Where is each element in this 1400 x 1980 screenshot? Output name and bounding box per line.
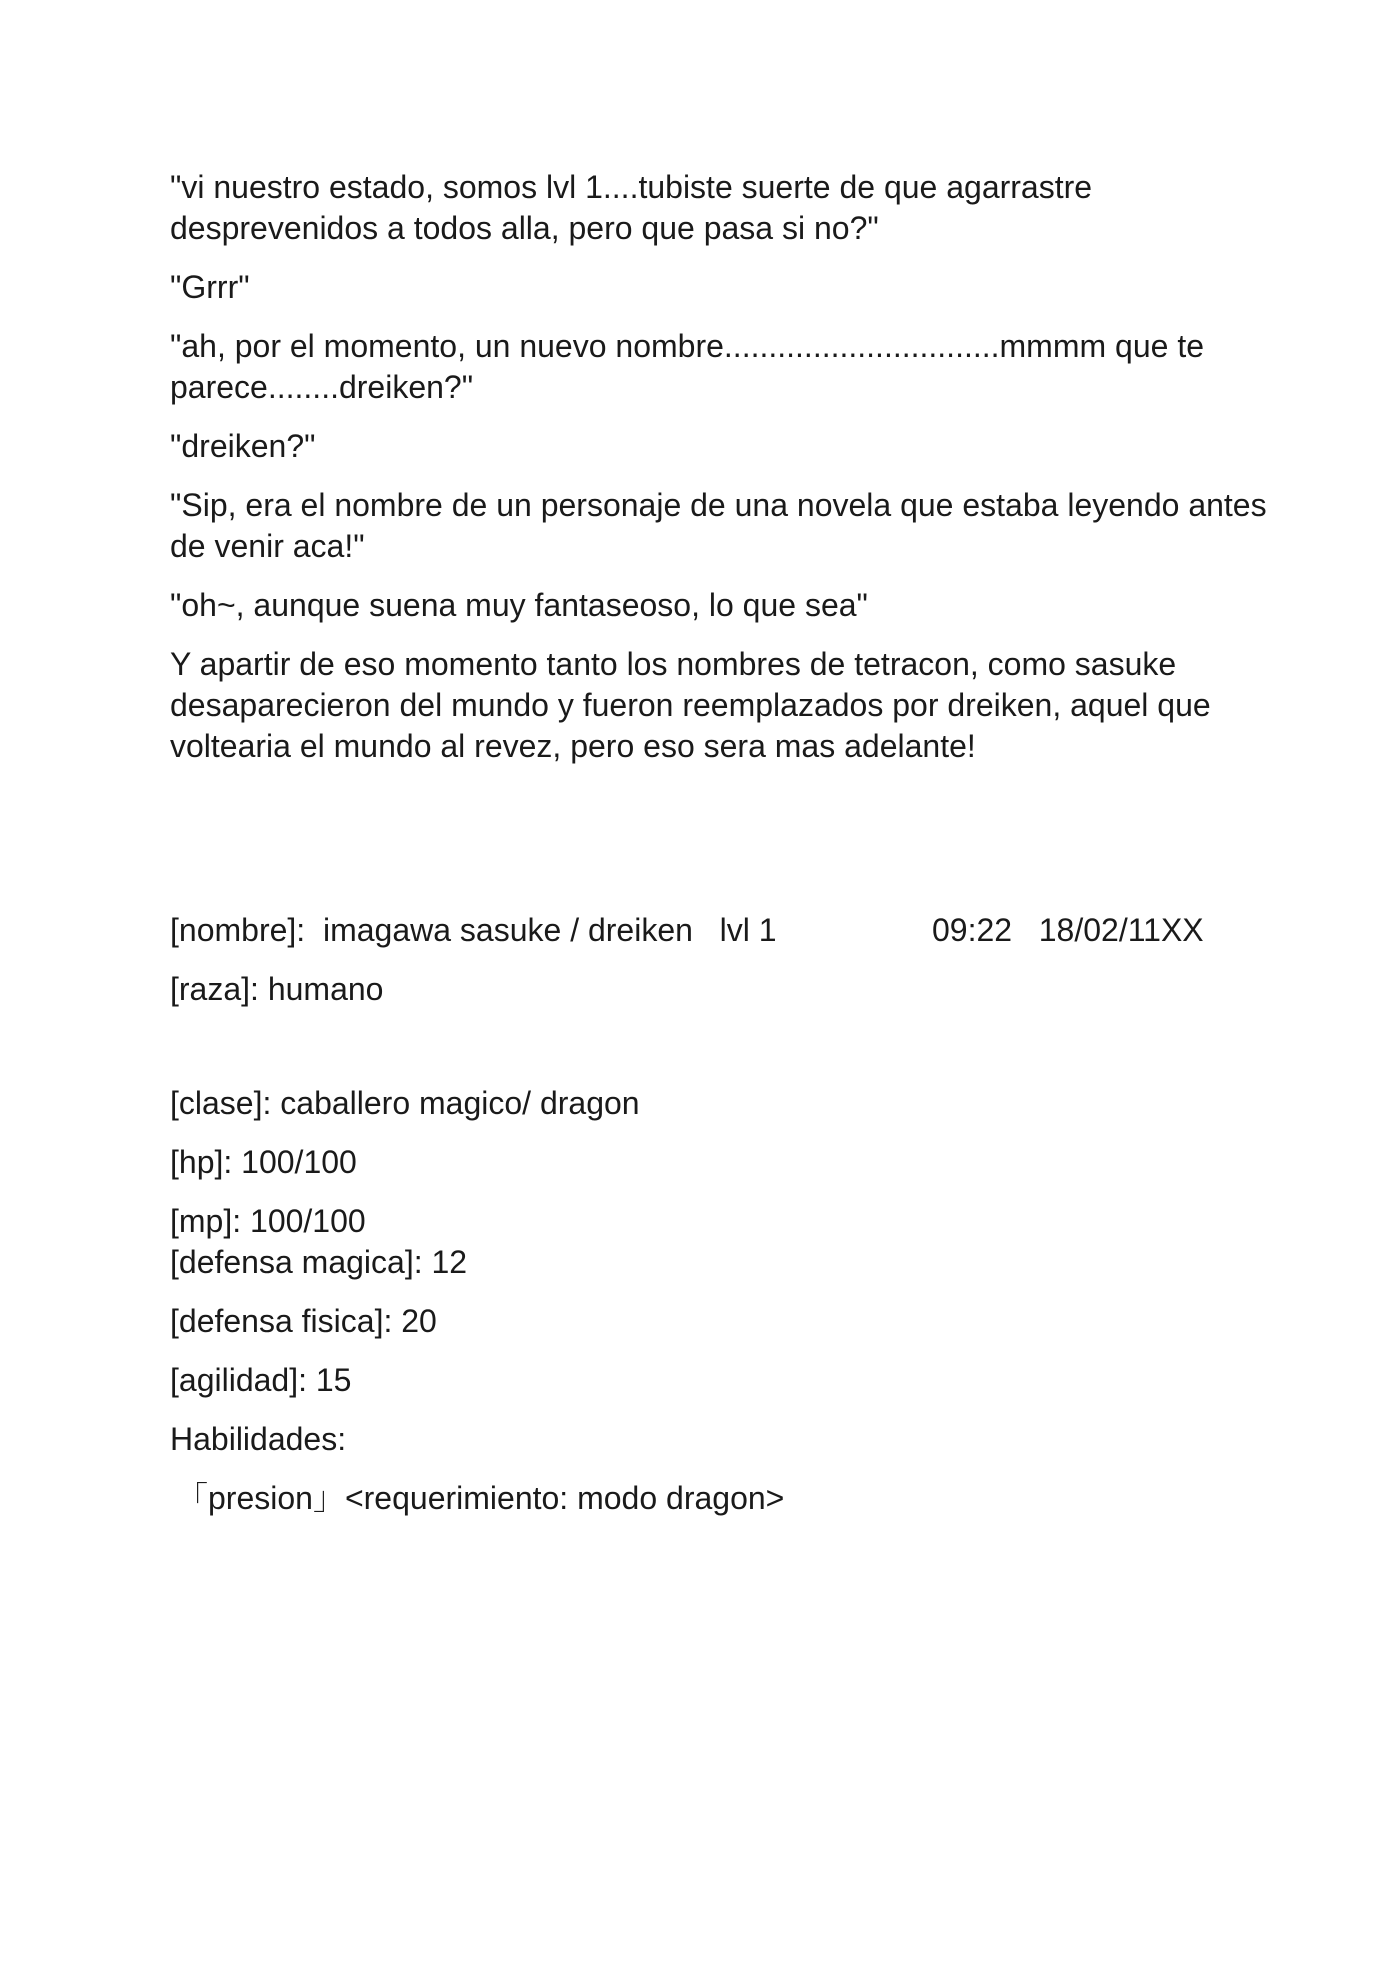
status-time-date: [932, 910, 1204, 951]
stat-hp: [hp]: 100/100: [170, 1144, 357, 1180]
stat-clase: [clase]: caballero magico/ dragon: [170, 1085, 640, 1121]
story-paragraph: "vi nuestro estado, somos lvl 1....tubiste suerte de que agarrastre desprevenidos a todos alla, pero que pasa si no?": [170, 169, 1101, 246]
story-paragraph: Y apartir de eso momento tanto los nombres de tetracon, como sasuke desaparecieron del mundo y fueron reemplazados por dreiken, aquel que voltearia el mundo al revez, pero eso sera mas adelante!: [170, 646, 1220, 764]
status-sheet: [170, 910, 1270, 1519]
story-paragraph: "Sip, era el nombre de un personaje de una novela que estaba leyendo antes de venir aca!": [170, 487, 1276, 564]
status-time: 09:22: [932, 912, 1013, 948]
status-header: [170, 910, 1270, 951]
stat-defensa-magica: [defensa magica]: 12: [170, 1244, 468, 1280]
story-text: [170, 167, 1276, 785]
story-paragraph: "oh~, aunque suena muy fantaseoso, lo que sea": [170, 587, 868, 623]
stat-defensa-fisica: [defensa fisica]: 20: [170, 1303, 437, 1339]
status-date: 18/02/11XX: [1038, 912, 1204, 948]
stat-agilidad: [agilidad]: 15: [170, 1362, 352, 1398]
story-paragraph: "dreiken?": [170, 428, 316, 464]
story-paragraph: "Grrr": [170, 269, 250, 305]
skill-presion: 「presion」<requerimiento: modo dragon>: [176, 1480, 785, 1516]
status-name-line: [nombre]: imagawa sasuke / dreiken lvl 1: [170, 912, 777, 948]
story-paragraph: "ah, por el momento, un nuevo nombre...............................mmmm que te parece........dreiken?": [170, 328, 1213, 405]
stat-raza: [raza]: humano: [170, 971, 384, 1007]
habilidades-label: Habilidades:: [170, 1421, 347, 1457]
stat-mp: [mp]: 100/100: [170, 1203, 366, 1239]
